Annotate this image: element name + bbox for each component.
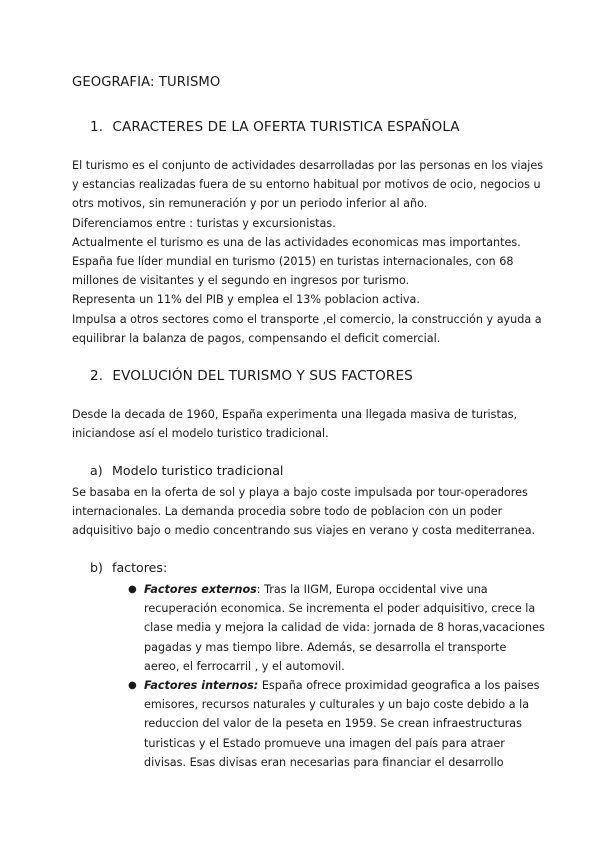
paragraph-line: iniciandose así el modelo turistico tradicional. xyxy=(72,427,329,441)
section-2-number: 2. xyxy=(90,368,104,384)
section-1-body xyxy=(72,156,544,348)
paragraph-line: Actualmente el turismo es una de las actividades economicas mas importantes. xyxy=(72,235,521,249)
paragraph-line: Se basaba en la oferta de sol y playa a bajo coste impulsada por tour-operadores xyxy=(72,486,528,499)
bullet-line: divisas. Esas divisas eran necesarias para financiar el desarrollo xyxy=(144,755,504,769)
subsection-b-title: factores: xyxy=(112,560,168,575)
subsection-a-title: Modelo turistico tradicional xyxy=(112,463,284,478)
paragraph-line: equilibrar la balanza de pagos, compensando el deficit comercial. xyxy=(72,331,441,345)
paragraph-line: Desde la decada de 1960, España experimenta una llegada masiva de turistas, xyxy=(72,408,518,421)
section-2-title: EVOLUCIÓN DEL TURISMO Y SUS FACTORES xyxy=(112,368,413,384)
subsection-a-heading xyxy=(90,463,283,478)
bullet-text: España ofrece proximidad geografica a los paises xyxy=(258,679,540,693)
bullet-line: turisticas y el Estado promueve una imagen del país para atraer xyxy=(144,736,505,750)
factors-list xyxy=(128,580,545,772)
subsection-a-body xyxy=(72,483,534,541)
bullet-icon: ● xyxy=(128,584,137,595)
paragraph-line: España fue líder mundial en turismo (2015) en turistas internacionales, con 68 xyxy=(72,255,514,269)
bullet-icon: ● xyxy=(128,680,137,692)
bullet-line: clase media y mejora la calidad de vida: jornada de 8 horas,vacaciones xyxy=(144,621,545,635)
paragraph-line: Representa un 11% del PIB y emplea el 13% poblacion activa. xyxy=(72,293,420,307)
subsection-b-label: b) xyxy=(90,560,103,575)
list-item xyxy=(128,580,545,676)
paragraph-line: otrs motivos, sin remuneración y por un periodo inferior al año. xyxy=(72,197,428,211)
paragraph-line: Diferenciamos entre : turistas y excursionistas. xyxy=(72,216,336,230)
paragraph-line: y estancias realizadas fuera de su entorno habitual por motivos de ocio, negocios u xyxy=(72,178,541,192)
bullet-first-line xyxy=(144,676,540,695)
subsection-a-label: a) xyxy=(90,463,103,478)
section-2-intro xyxy=(72,405,534,443)
bullet-text: : Tras la IIGM, Europa occidental vive una xyxy=(256,583,488,596)
paragraph-line: Impulsa a otros sectores como el transporte ,el comercio, la construcción y ayuda a xyxy=(72,312,542,326)
bullet-first-line xyxy=(144,580,528,599)
bullet-line: recuperación economica. Se incrementa el poder adquisitivo, crece la xyxy=(144,602,536,616)
paragraph-line: adquisitivo bajo o medio concentrando sus viajes en verano y costa mediterranea. xyxy=(72,524,536,538)
bullet-line: pagadas y mas tiempo libre. Además, se desarrolla el transporte xyxy=(144,640,507,654)
paragraph-line: millones de visitantes y el segundo en ingresos por turismo. xyxy=(72,274,410,288)
section-1-title: CARACTERES DE LA OFERTA TURISTICA ESPAÑOLA xyxy=(112,119,460,135)
subsection-b-heading xyxy=(90,560,167,575)
section-2-heading xyxy=(90,368,413,384)
bullet-term: Factores internos: xyxy=(144,679,259,693)
list-item xyxy=(128,676,540,772)
paragraph-line: El turismo es el conjunto de actividades desarrolladas por las personas en los viajes xyxy=(72,159,544,172)
bullet-line: emisores, recursos naturales y culturales y un bajo coste debido a la xyxy=(144,698,530,712)
bullet-line: aereo, el ferrocarril , y el automovil. xyxy=(144,659,345,673)
bullet-line: reduccion del valor de la peseta en 1959. Se crean infraestructuras xyxy=(144,717,522,731)
document-title: GEOGRAFIA: TURISMO xyxy=(72,75,221,90)
paragraph-line: internacionales. La demanda procedia sobre todo de poblacion con un poder xyxy=(72,505,503,519)
section-1-number: 1. xyxy=(90,119,104,135)
section-1-heading xyxy=(90,119,460,135)
bullet-term: Factores externos xyxy=(144,583,257,596)
